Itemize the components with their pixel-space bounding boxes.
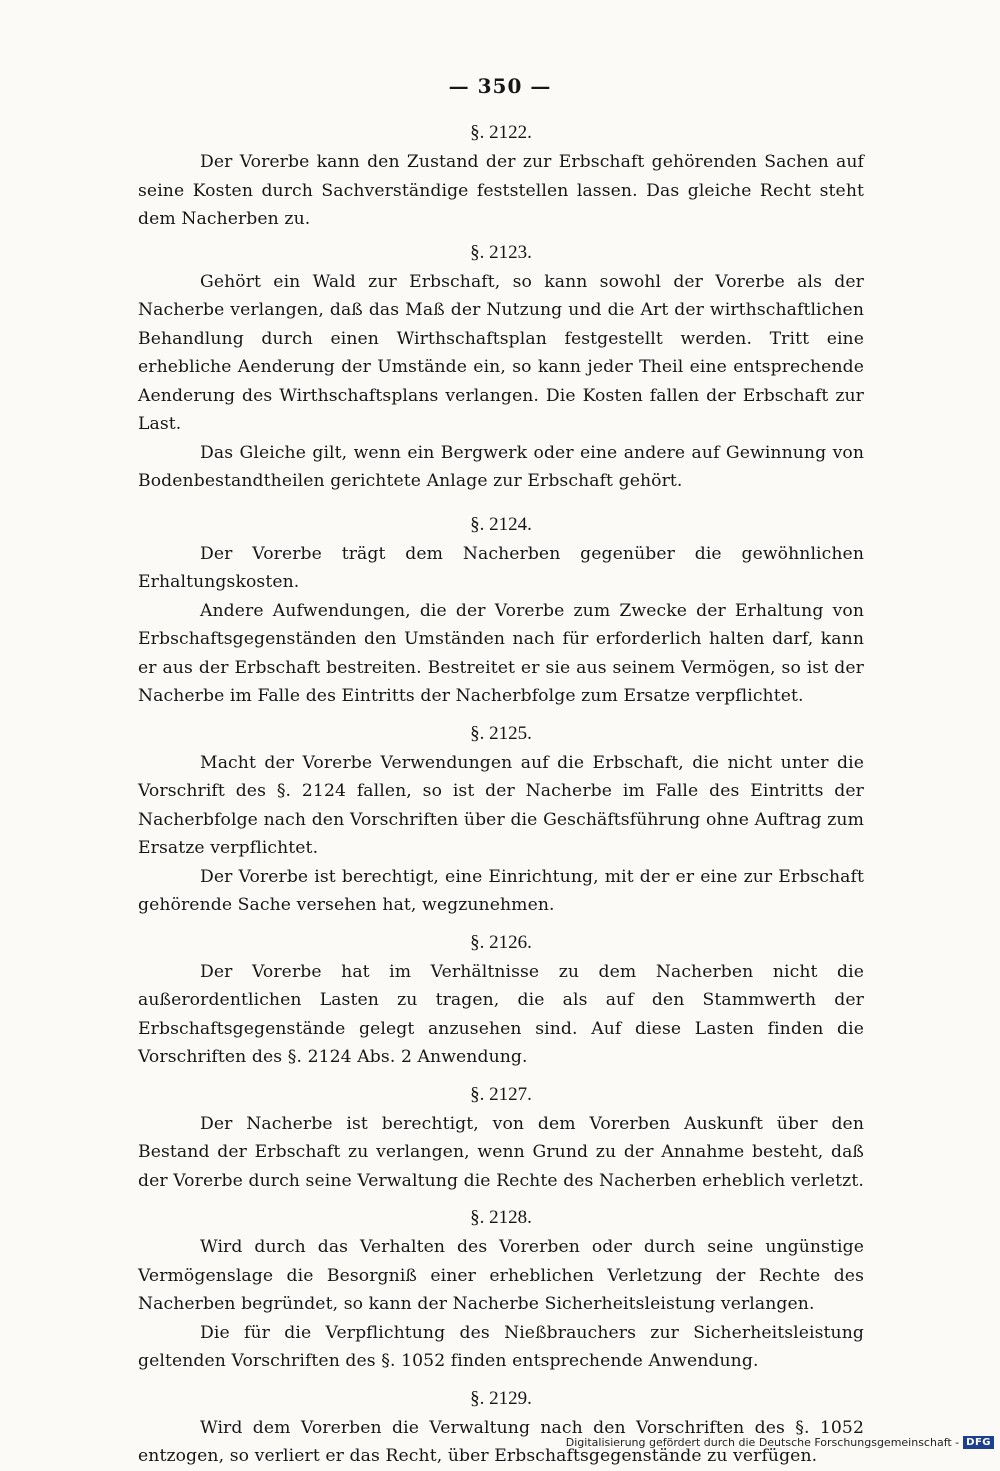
section-2125 (138, 719, 864, 920)
page-number: — 350 — (448, 74, 552, 98)
section-heading: §. 2129. (470, 1387, 532, 1409)
paragraph: Der Vorerbe ist berechtigt, eine Einrichtung, mit der er eine zur Erbschaft gehörende Sache versehen hat, wegzunehmen. (138, 866, 864, 915)
paragraph: Macht der Vorerbe Verwendungen auf die Erbschaft, die nicht unter die Vorschrift des §. 2124 fallen, so ist der Nacherbe im Falle des Eintritts der Nacherbfolge nach den Vorschriften über die Geschäftsführung ohne Auftrag zum Ersatze verpflichtet. (138, 752, 864, 858)
section-heading: §. 2125. (470, 722, 532, 744)
section-2127 (138, 1080, 864, 1196)
paragraph: Wird durch das Verhalten des Vorerben oder durch seine ungünstige Vermögenslage die Besorgniß einer erheblichen Verletzung der Rechte des Nacherben begründet, so kann der Nacherbe Sicherheitsleistung verlangen. (138, 1237, 864, 1314)
section-heading: §. 2122. (470, 122, 532, 143)
section-2129 (138, 1384, 864, 1471)
section-2122 (138, 118, 864, 234)
section-heading: §. 2126. (470, 931, 532, 953)
paragraph: Der Vorerbe kann den Zustand der zur Erbschaft gehörenden Sachen auf seine Kosten durch Sachverständige feststellen lassen. Das gleiche Recht steht dem Nacherben zu. (138, 152, 864, 229)
section-2124 (138, 510, 864, 711)
section-heading: §. 2127. (470, 1083, 532, 1105)
paragraph: Der Vorerbe trägt dem Nacherben gegenüber die gewöhnlichen Erhaltungskosten. (138, 543, 864, 592)
section-2128 (138, 1203, 864, 1376)
paragraph: Die für die Verpflichtung des Nießbrauchers zur Sicherheitsleistung geltenden Vorschriften des §. 1052 finden entsprechende Anwendung. (138, 1322, 864, 1371)
paragraph: Gehört ein Wald zur Erbschaft, so kann sowohl der Vorerbe als der Nacherbe verlangen, daß das Maß der Nutzung und die Art der wirthschaftlichen Behandlung durch einen Wirthschaftsplan festgestellt werden. Tritt eine erhebliche Aenderung der Umstände ein, so kann jeder Theil eine entsprechende Aenderung des Wirthschaftsplans verlangen. Die Kosten fallen der Erbschaft zur Last. (138, 271, 864, 434)
paragraph: Das Gleiche gilt, wenn ein Bergwerk oder eine andere auf Gewinnung von Bodenbestandtheilen gerichtete Anlage zur Erbschaft gehört. (138, 442, 864, 491)
paragraph: Der Vorerbe hat im Verhältnisse zu dem Nacherben nicht die außerordentlichen Lasten zu tragen, die als auf den Stammwerth der Erbschaftsgegenstände gelegt anzusehen sind. Auf diese Lasten finden die Vorschriften des §. 2124 Abs. 2 Anwendung. (138, 961, 864, 1067)
section-heading: §. 2124. (470, 513, 532, 535)
paragraph: Der Nacherbe ist berechtigt, von dem Vorerben Auskunft über den Bestand der Erbschaft zu verlangen, wenn Grund zu der Annahme besteht, daß der Vorerbe durch seine Verwaltung die Rechte des Nacherben erheblich verletzt. (138, 1113, 864, 1191)
digitization-credit (566, 1436, 994, 1449)
paragraph: Andere Aufwendungen, die der Vorerbe zum Zwecke der Erhaltung von Erbschaftsgegenständen den Umständen nach für erforderlich halten darf, kann er aus der Erbschaft bestreiten. Bestreitet er sie aus seinem Vermögen, so ist der Nacherbe im Falle des Eintritts der Nacherbfolge zum Ersatze verpflichtet. (138, 600, 864, 706)
paragraph: Wird dem Vorerben die Verwaltung nach den Vorschriften des §. 1052 entzogen, so verliert er das Recht, über Erbschaftsgegenstände zu verfügen. (138, 1417, 864, 1466)
document-body (138, 118, 864, 1471)
dfg-logo: DFG (963, 1436, 994, 1449)
section-2123 (138, 238, 864, 496)
credit-text: Digitalisierung gefördert durch die Deutsche Forschungsgemeinschaft - (565, 1436, 960, 1449)
section-heading: §. 2123. (470, 241, 532, 263)
section-heading: §. 2128. (470, 1207, 532, 1228)
section-2126 (138, 928, 864, 1072)
